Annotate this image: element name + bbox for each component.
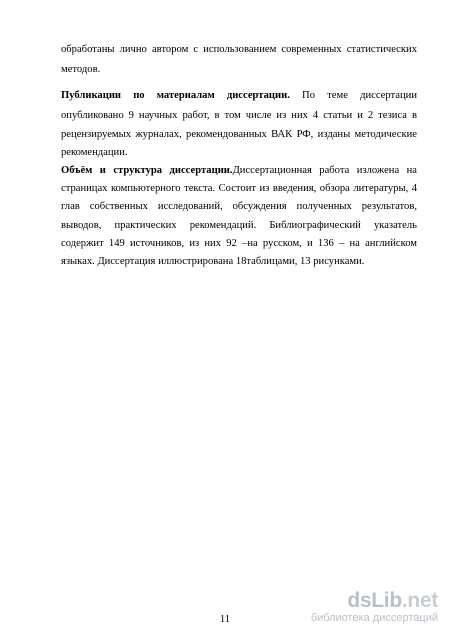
watermark <box>308 590 438 625</box>
publications-heading: Публикации по материалам диссертации. <box>61 90 290 101</box>
structure-line: содержит 149 источников, из них 92 –на русском, и 136 – на английском <box>61 238 417 249</box>
watermark-logo-tld: .net <box>401 589 438 612</box>
publications-line: рекомендации. <box>61 147 128 158</box>
watermark-tagline: библиотека диссертаций <box>310 612 438 624</box>
intro-line: методов. <box>61 64 101 75</box>
intro-line: обработаны лично автором с использованием современных статистических <box>61 44 417 55</box>
publications-text: По теме диссертации <box>289 90 417 101</box>
structure-line <box>61 164 417 177</box>
structure-text: Диссертационная работа изложена на <box>232 165 417 176</box>
page-number: 11 <box>219 614 231 625</box>
structure-line: глав собственных исследований, обсуждения полученных результатов, <box>61 201 417 212</box>
publications-line: опубликовано 9 научных работ, в том числе из них 4 статьи и 2 тезиса в <box>61 110 417 121</box>
watermark-logo-main: dsLib <box>347 589 402 612</box>
structure-line: страницах компьютерного текста. Состоит из введения, обзора литературы, 4 <box>61 183 417 194</box>
structure-line: языках. Диссертация иллюстрирована 18таблицами, 13 рисунками. <box>61 256 365 267</box>
publications-line <box>61 89 417 102</box>
watermark-logo <box>308 590 438 612</box>
structure-heading: Объём и структура диссертации. <box>61 165 233 176</box>
structure-line: выводов, практических рекомендаций. Библиографический указатель <box>61 220 417 231</box>
publications-line: рецензируемых журналах, рекомендованных ВАК РФ, изданы методические <box>61 129 417 140</box>
